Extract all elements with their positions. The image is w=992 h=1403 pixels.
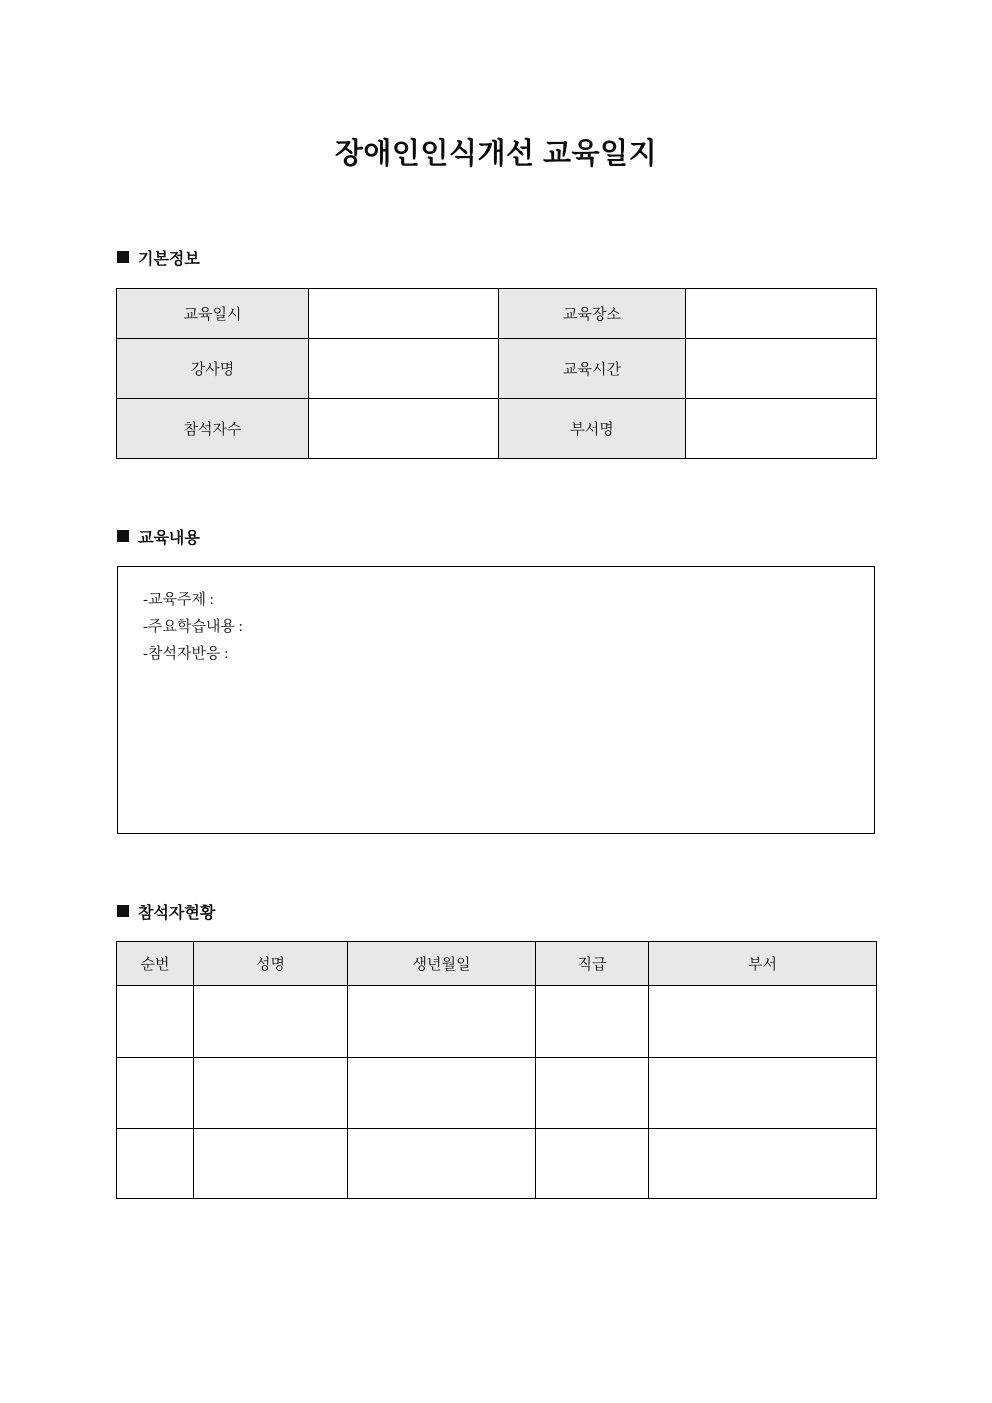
column-header-birthdate: 생년월일 [348,942,536,986]
cell-name[interactable] [194,1058,348,1129]
table-row [117,339,877,399]
cell-department[interactable] [649,1058,877,1129]
section-heading-attendee-status [117,903,215,925]
field-value-attendee-count[interactable] [309,399,499,459]
section-heading-basic-info-label: 기본정보 [138,251,200,268]
cell-no[interactable] [117,986,194,1058]
column-header-name: 성명 [194,942,348,986]
cell-name[interactable] [194,1129,348,1199]
cell-position[interactable] [536,1129,649,1199]
column-header-position: 직급 [536,942,649,986]
column-header-department: 부서 [649,942,877,986]
table-row [117,289,877,339]
field-label-education-hours: 교육시간 [499,339,686,399]
column-header-no: 순번 [117,942,194,986]
attendee-status-table [116,941,877,1199]
cell-department[interactable] [649,986,877,1058]
field-value-education-datetime[interactable] [309,289,499,339]
cell-birthdate[interactable] [348,986,536,1058]
field-label-attendee-count: 참석자수 [117,399,309,459]
field-value-instructor-name[interactable] [309,339,499,399]
basic-info-table [116,288,877,459]
field-value-education-hours[interactable] [686,339,877,399]
field-value-department-name[interactable] [686,399,877,459]
table-row [117,399,877,459]
table-row [117,1058,877,1129]
content-line-main-learning: -주요학습내용 : [143,619,243,635]
field-label-department-name: 부서명 [499,399,686,459]
cell-no[interactable] [117,1058,194,1129]
section-heading-education-content [117,528,200,550]
cell-name[interactable] [194,986,348,1058]
content-line-topic: -교육주제 : [143,592,214,608]
cell-position[interactable] [536,986,649,1058]
section-heading-education-content-label: 교육내용 [138,530,200,547]
cell-department[interactable] [649,1129,877,1199]
square-bullet-icon [117,251,129,263]
content-line-attendee-reaction: -참석자반응 : [143,646,229,662]
field-label-education-location: 교육장소 [499,289,686,339]
section-heading-basic-info [117,249,200,271]
field-value-education-location[interactable] [686,289,877,339]
cell-birthdate[interactable] [348,1129,536,1199]
table-row [117,1129,877,1199]
table-header-row [117,942,877,986]
cell-position[interactable] [536,1058,649,1129]
field-label-instructor-name: 강사명 [117,339,309,399]
education-content-textbox[interactable] [117,566,875,834]
cell-no[interactable] [117,1129,194,1199]
section-heading-attendee-status-label: 참석자현황 [138,905,216,922]
square-bullet-icon [117,530,129,542]
table-row [117,986,877,1058]
field-label-education-datetime: 교육일시 [117,289,309,339]
cell-birthdate[interactable] [348,1058,536,1129]
page-title: 장애인인식개선 교육일지 [334,138,658,170]
square-bullet-icon [117,905,129,917]
education-content-lines [118,567,874,668]
